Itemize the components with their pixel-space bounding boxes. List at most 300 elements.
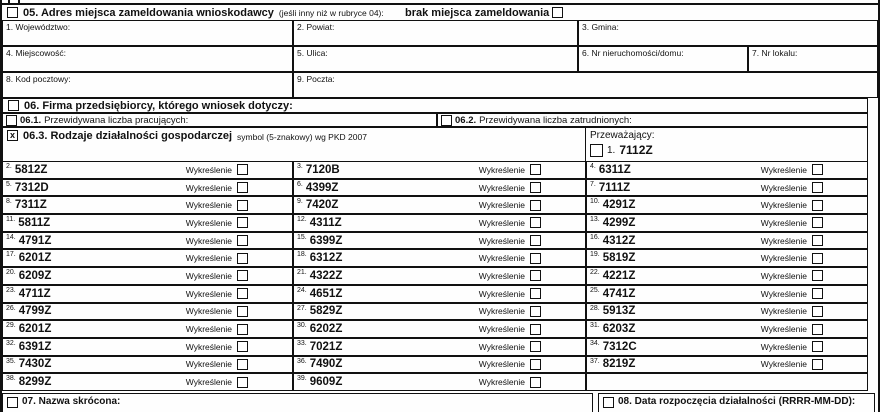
wykreslenie-label: Wykreślenie bbox=[478, 288, 525, 299]
pkd-entry-number: 33. bbox=[297, 339, 307, 347]
wykreslenie-label: Wykreślenie bbox=[478, 377, 525, 388]
pkd-cell bbox=[293, 179, 586, 197]
wykreslenie-checkbox[interactable] bbox=[812, 217, 823, 228]
wykreslenie-checkbox[interactable] bbox=[530, 324, 541, 335]
pkd-cell bbox=[2, 196, 293, 214]
wykreslenie-label: Wykreślenie bbox=[185, 164, 232, 175]
wykreslenie-checkbox[interactable] bbox=[237, 324, 248, 335]
pkd-row bbox=[2, 249, 868, 267]
nr-lokalu-field[interactable] bbox=[748, 46, 878, 72]
section063-row bbox=[2, 127, 868, 161]
pkd-entry-number: 29. bbox=[6, 322, 16, 330]
pkd-cell bbox=[293, 356, 586, 374]
pkd-entry-number: 21. bbox=[297, 269, 307, 277]
wykreslenie-group bbox=[186, 359, 248, 370]
section05-header bbox=[2, 5, 878, 20]
wykreslenie-group bbox=[186, 200, 248, 211]
wykreslenie-group bbox=[761, 270, 823, 281]
pkd-code: 4299Z bbox=[602, 216, 636, 229]
pkd-cell bbox=[2, 249, 293, 267]
pkd-cell bbox=[586, 232, 868, 250]
pkd-code: 5812Z bbox=[14, 163, 48, 176]
section08-title: 08. Data rozpoczęcia działalności (RRRR-MM-DD): bbox=[618, 396, 856, 407]
wykreslenie-group bbox=[186, 306, 248, 317]
section062-checkbox[interactable] bbox=[441, 115, 452, 126]
wykreslenie-checkbox[interactable] bbox=[812, 253, 823, 264]
pkd-code: 6202Z bbox=[309, 323, 343, 336]
wykreslenie-checkbox[interactable] bbox=[237, 200, 248, 211]
pkd-code: 7420Z bbox=[305, 199, 339, 212]
brak-zameldowania-label: brak miejsca zameldowania bbox=[405, 6, 550, 19]
pkd-code: 7490Z bbox=[309, 358, 343, 371]
pkd-entry-number: 34. bbox=[590, 339, 600, 347]
wykreslenie-group bbox=[479, 217, 541, 228]
pkd-cell bbox=[293, 249, 586, 267]
pkd-entry-number: 35. bbox=[6, 357, 16, 365]
pkd-row bbox=[2, 179, 868, 197]
pkd-code: 4799Z bbox=[18, 305, 52, 318]
pkd-entry-number: 23. bbox=[6, 286, 16, 294]
wykreslenie-group bbox=[479, 164, 541, 175]
pkd-cell bbox=[586, 179, 868, 197]
section063-subtitle: symbol (5-znakowy) wg PKD 2007 bbox=[237, 132, 367, 142]
powiat-field[interactable] bbox=[293, 20, 578, 46]
wykreslenie-checkbox[interactable] bbox=[812, 164, 823, 175]
pkd-row bbox=[2, 320, 868, 338]
wykreslenie-checkbox[interactable] bbox=[530, 253, 541, 264]
wykreslenie-checkbox[interactable] bbox=[530, 235, 541, 246]
section063-checkbox[interactable] bbox=[7, 130, 18, 141]
pkd-cell bbox=[586, 214, 868, 232]
section07-title: 07. Nazwa skrócona: bbox=[22, 396, 121, 407]
pkd-cell bbox=[2, 214, 293, 232]
section06-header bbox=[2, 98, 868, 113]
przewazajacy-code: 7112Z bbox=[619, 143, 653, 157]
pkd-row bbox=[2, 161, 868, 179]
section063-checkbox-mark: x bbox=[9, 130, 15, 140]
wykreslenie-group bbox=[186, 377, 248, 388]
section07-cell[interactable] bbox=[2, 393, 593, 412]
pkd-cell bbox=[2, 338, 293, 356]
wykreslenie-checkbox[interactable] bbox=[530, 288, 541, 299]
pkd-code: 6203Z bbox=[602, 323, 636, 336]
wykreslenie-label: Wykreślenie bbox=[760, 324, 807, 335]
wykreslenie-group bbox=[186, 164, 248, 175]
pkd-row bbox=[2, 285, 868, 303]
przewazajacy-cell bbox=[585, 128, 867, 161]
pkd-cell bbox=[586, 356, 868, 374]
pkd-code: 8299Z bbox=[18, 376, 52, 389]
wykreslenie-group bbox=[479, 288, 541, 299]
pkd-cell bbox=[293, 373, 586, 391]
wykreslenie-checkbox[interactable] bbox=[237, 306, 248, 317]
wykreslenie-label: Wykreślenie bbox=[185, 182, 232, 193]
address-row-3 bbox=[2, 72, 878, 98]
wykreslenie-checkbox[interactable] bbox=[237, 182, 248, 193]
pkd-entry-number: 19. bbox=[590, 251, 600, 259]
pkd-code: 6399Z bbox=[309, 234, 343, 247]
pkd-code: 7311Z bbox=[14, 199, 47, 212]
pkd-cell bbox=[293, 196, 586, 214]
section05-checkbox[interactable] bbox=[7, 7, 18, 18]
pkd-entry-number: 16. bbox=[590, 233, 600, 241]
pkd-cell bbox=[586, 196, 868, 214]
wykreslenie-label: Wykreślenie bbox=[478, 235, 525, 246]
pkd-code: 5913Z bbox=[602, 305, 636, 318]
wykreslenie-label: Wykreślenie bbox=[760, 235, 807, 246]
pkd-cell bbox=[2, 179, 293, 197]
pkd-entry-number: 6. bbox=[297, 180, 303, 188]
wykreslenie-group bbox=[186, 324, 248, 335]
wykreslenie-label: Wykreślenie bbox=[760, 359, 807, 370]
pkd-entry-number: 36. bbox=[297, 357, 307, 365]
ulica-label: 5. Ulica: bbox=[297, 48, 328, 58]
pkd-code: 5819Z bbox=[602, 252, 636, 265]
wykreslenie-group bbox=[479, 377, 541, 388]
wykreslenie-checkbox[interactable] bbox=[237, 235, 248, 246]
pkd-cell bbox=[586, 285, 868, 303]
section062-number: 06.2. bbox=[455, 114, 477, 126]
pkd-cell bbox=[2, 320, 293, 338]
pkd-cell bbox=[2, 303, 293, 321]
wykreslenie-label: Wykreślenie bbox=[478, 182, 525, 193]
wykreslenie-group bbox=[186, 270, 248, 281]
wykreslenie-group bbox=[479, 200, 541, 211]
section063-header bbox=[3, 128, 585, 161]
wykreslenie-label: Wykreślenie bbox=[185, 306, 232, 317]
wykreslenie-label: Wykreślenie bbox=[185, 377, 232, 388]
pkd-cell bbox=[293, 303, 586, 321]
pkd-code: 6209Z bbox=[18, 269, 52, 282]
wykreslenie-checkbox[interactable] bbox=[530, 182, 541, 193]
wykreslenie-group bbox=[761, 253, 823, 264]
wykreslenie-label: Wykreślenie bbox=[760, 306, 807, 317]
przewazajacy-label: Przeważający: bbox=[590, 130, 655, 141]
wykreslenie-group bbox=[479, 359, 541, 370]
pkd-entry-number: 26. bbox=[6, 304, 16, 312]
pkd-cell bbox=[586, 320, 868, 338]
wykreslenie-checkbox[interactable] bbox=[812, 306, 823, 317]
wykreslenie-group bbox=[761, 200, 823, 211]
pkd-entry-number: 37. bbox=[590, 357, 600, 365]
pkd-code: 4399Z bbox=[305, 181, 339, 194]
gmina-label: 3. Gmina: bbox=[582, 22, 619, 32]
wykreslenie-label: Wykreślenie bbox=[760, 182, 807, 193]
przewazajacy-checkbox[interactable] bbox=[590, 144, 603, 157]
pkd-cell bbox=[586, 338, 868, 356]
address-row-1 bbox=[2, 20, 878, 46]
pkd-code: 9609Z bbox=[309, 376, 343, 389]
pkd-code: 7021Z bbox=[309, 340, 343, 353]
pkd-cell bbox=[2, 267, 293, 285]
pkd-code: 4322Z bbox=[309, 269, 343, 282]
ulica-field[interactable] bbox=[293, 46, 578, 72]
wykreslenie-label: Wykreślenie bbox=[760, 253, 807, 264]
powiat-label: 2. Powiat: bbox=[297, 22, 335, 32]
wykreslenie-checkbox[interactable] bbox=[237, 253, 248, 264]
section05-title: 05. Adres miejsca zameldowania wnioskodawcy bbox=[23, 6, 274, 19]
pkd-entry-number: 20. bbox=[6, 269, 16, 277]
pkd-entry-number: 27. bbox=[297, 304, 307, 312]
wykreslenie-group bbox=[186, 235, 248, 246]
miejscowosc-label: 4. Miejscowość: bbox=[6, 48, 66, 58]
wykreslenie-label: Wykreślenie bbox=[760, 288, 807, 299]
pkd-entry-number: 8. bbox=[6, 198, 12, 206]
wykreslenie-checkbox[interactable] bbox=[530, 164, 541, 175]
pkd-code: 4791Z bbox=[18, 234, 52, 247]
wykreslenie-label: Wykreślenie bbox=[760, 217, 807, 228]
pkd-entry-number: 7. bbox=[590, 180, 596, 188]
wykreslenie-group bbox=[479, 306, 541, 317]
pkd-cell bbox=[293, 338, 586, 356]
wykreslenie-group bbox=[761, 164, 823, 175]
pkd-row bbox=[2, 338, 868, 356]
nr-domu-label: 6. Nr nieruchomości/domu: bbox=[582, 48, 684, 58]
wykreslenie-label: Wykreślenie bbox=[760, 270, 807, 281]
wykreslenie-checkbox[interactable] bbox=[530, 359, 541, 370]
pkd-cell bbox=[293, 214, 586, 232]
wykreslenie-label: Wykreślenie bbox=[185, 288, 232, 299]
wykreslenie-label: Wykreślenie bbox=[185, 324, 232, 335]
pkd-entry-number: 12. bbox=[297, 216, 307, 224]
brak-zameldowania-group bbox=[405, 5, 563, 20]
pkd-cell bbox=[2, 356, 293, 374]
pkd-entry-number: 18. bbox=[297, 251, 307, 259]
wykreslenie-checkbox[interactable] bbox=[530, 200, 541, 211]
wykreslenie-label: Wykreślenie bbox=[185, 270, 232, 281]
pkd-entry-number: 30. bbox=[297, 322, 307, 330]
nr-lokalu-label: 7. Nr lokalu: bbox=[752, 48, 798, 58]
pkd-cell bbox=[586, 267, 868, 285]
pkd-code: 7312D bbox=[14, 181, 49, 194]
wykreslenie-checkbox[interactable] bbox=[237, 288, 248, 299]
wykreslenie-checkbox[interactable] bbox=[237, 217, 248, 228]
wykreslenie-group bbox=[186, 182, 248, 193]
wykreslenie-checkbox[interactable] bbox=[237, 270, 248, 281]
pkd-entry-number: 28. bbox=[590, 304, 600, 312]
wykreslenie-group bbox=[761, 217, 823, 228]
pkd-entry-number: 39. bbox=[297, 375, 307, 383]
address-row-2 bbox=[2, 46, 878, 72]
pkd-entry-number: 3. bbox=[297, 163, 303, 170]
section061-checkbox[interactable] bbox=[6, 115, 17, 126]
pkd-row bbox=[2, 356, 868, 374]
pkd-entry-number: 32. bbox=[6, 339, 16, 347]
wykreslenie-group bbox=[186, 253, 248, 264]
pkd-entry-number: 38. bbox=[6, 375, 16, 383]
wykreslenie-group bbox=[761, 306, 823, 317]
wykreslenie-label: Wykreślenie bbox=[185, 217, 232, 228]
pkd-entry-number: 22. bbox=[590, 269, 600, 277]
wykreslenie-label: Wykreślenie bbox=[478, 253, 525, 264]
pkd-grid bbox=[2, 161, 868, 391]
pkd-code: 5811Z bbox=[18, 216, 51, 229]
wykreslenie-checkbox[interactable] bbox=[812, 182, 823, 193]
wojewodztwo-field[interactable] bbox=[2, 20, 293, 46]
pkd-entry-number: 11. bbox=[6, 216, 16, 224]
pkd-cell bbox=[2, 161, 293, 179]
section061-label: Przewidywana liczba pracujących: bbox=[44, 114, 189, 126]
wykreslenie-group bbox=[479, 235, 541, 246]
nr-domu-field[interactable] bbox=[578, 46, 748, 72]
wykreslenie-checkbox[interactable] bbox=[812, 235, 823, 246]
section06-counts-row bbox=[2, 113, 868, 127]
pkd-code: 4741Z bbox=[602, 287, 636, 300]
pkd-row bbox=[2, 196, 868, 214]
bottom-row bbox=[2, 393, 878, 412]
gmina-field[interactable] bbox=[578, 20, 878, 46]
section061-cell[interactable] bbox=[2, 113, 437, 127]
pkd-code: 8219Z bbox=[602, 358, 636, 371]
section061-number: 06.1. bbox=[20, 114, 42, 126]
wykreslenie-group bbox=[186, 288, 248, 299]
pkd-entry-number: 14. bbox=[6, 233, 16, 241]
pkd-code: 4651Z bbox=[309, 287, 343, 300]
wykreslenie-checkbox[interactable] bbox=[237, 359, 248, 370]
pkd-code: 6391Z bbox=[18, 340, 52, 353]
pkd-row bbox=[2, 232, 868, 250]
pkd-row bbox=[2, 267, 868, 285]
wykreslenie-group bbox=[479, 270, 541, 281]
wykreslenie-group bbox=[761, 288, 823, 299]
wykreslenie-group bbox=[186, 217, 248, 228]
pkd-entry-number: 2. bbox=[6, 163, 12, 170]
wykreslenie-group bbox=[761, 341, 823, 352]
wykreslenie-group bbox=[479, 182, 541, 193]
wykreslenie-checkbox[interactable] bbox=[812, 288, 823, 299]
pkd-entry-number: 31. bbox=[590, 322, 600, 330]
wojewodztwo-label: 1. Województwo: bbox=[6, 22, 71, 32]
pkd-cell bbox=[586, 249, 868, 267]
wykreslenie-label: Wykreślenie bbox=[185, 235, 232, 246]
pkd-cell bbox=[293, 232, 586, 250]
pkd-code: 5829Z bbox=[309, 305, 343, 318]
pkd-code: 6201Z bbox=[18, 252, 52, 265]
wykreslenie-label: Wykreślenie bbox=[760, 200, 807, 211]
wykreslenie-checkbox[interactable] bbox=[812, 341, 823, 352]
pkd-entry-number: 5. bbox=[6, 180, 12, 188]
section062-cell[interactable] bbox=[437, 113, 868, 127]
wykreslenie-checkbox[interactable] bbox=[530, 341, 541, 352]
kod-pocztowy-label: 8. Kod pocztowy: bbox=[6, 74, 71, 84]
pkd-code: 4221Z bbox=[602, 269, 636, 282]
wykreslenie-label: Wykreślenie bbox=[478, 164, 525, 175]
section063-title: Rodzaje działalności gospodarczej bbox=[50, 130, 233, 142]
pkd-cell bbox=[586, 161, 868, 179]
pkd-cell bbox=[2, 232, 293, 250]
section06-checkbox[interactable] bbox=[8, 100, 19, 111]
wykreslenie-label: Wykreślenie bbox=[478, 341, 525, 352]
section07-checkbox[interactable] bbox=[7, 397, 18, 408]
wykreslenie-label: Wykreślenie bbox=[760, 341, 807, 352]
wykreslenie-label: Wykreślenie bbox=[185, 359, 232, 370]
wykreslenie-checkbox[interactable] bbox=[530, 306, 541, 317]
wykreslenie-label: Wykreślenie bbox=[478, 324, 525, 335]
pkd-code: 6312Z bbox=[309, 252, 343, 265]
pkd-entry-number: 4. bbox=[590, 163, 596, 170]
kod-pocztowy-field[interactable] bbox=[2, 72, 293, 98]
wykreslenie-label: Wykreślenie bbox=[185, 341, 232, 352]
przewazajacy-entry bbox=[590, 143, 867, 157]
section06-title: 06. Firma przedsiębiorcy, którego wniosek dotyczy: bbox=[24, 99, 293, 112]
pkd-code: 7111Z bbox=[598, 181, 631, 194]
pkd-entry-number: 24. bbox=[297, 286, 307, 294]
poczta-label: 9. Poczta: bbox=[297, 74, 335, 84]
wykreslenie-group bbox=[761, 182, 823, 193]
wykreslenie-group bbox=[186, 341, 248, 352]
pkd-cell bbox=[2, 373, 293, 391]
poczta-field[interactable] bbox=[293, 72, 878, 98]
wykreslenie-group bbox=[761, 359, 823, 370]
wykreslenie-group bbox=[479, 324, 541, 335]
pkd-code: 4311Z bbox=[309, 216, 342, 229]
pkd-entry-number: 10. bbox=[590, 198, 600, 206]
miejscowosc-field[interactable] bbox=[2, 46, 293, 72]
pkd-cell bbox=[293, 267, 586, 285]
wykreslenie-checkbox[interactable] bbox=[812, 324, 823, 335]
pkd-cell bbox=[2, 285, 293, 303]
pkd-code: 4291Z bbox=[602, 199, 636, 212]
pkd-code: 4711Z bbox=[18, 287, 51, 300]
przewazajacy-number: 1. bbox=[607, 144, 616, 156]
pkd-row bbox=[2, 373, 868, 391]
wykreslenie-checkbox[interactable] bbox=[530, 270, 541, 281]
wykreslenie-checkbox[interactable] bbox=[237, 377, 248, 388]
wykreslenie-group bbox=[761, 324, 823, 335]
pkd-code: 4312Z bbox=[602, 234, 636, 247]
wykreslenie-checkbox[interactable] bbox=[812, 200, 823, 211]
pkd-cell bbox=[293, 285, 586, 303]
wykreslenie-label: Wykreślenie bbox=[478, 270, 525, 281]
pkd-code: 7312C bbox=[602, 340, 637, 353]
brak-zameldowania-checkbox[interactable] bbox=[552, 7, 563, 18]
pkd-cell bbox=[293, 161, 586, 179]
wykreslenie-label: Wykreślenie bbox=[478, 306, 525, 317]
pkd-code: 6201Z bbox=[18, 323, 52, 336]
section08-checkbox[interactable] bbox=[603, 397, 614, 408]
wykreslenie-checkbox[interactable] bbox=[530, 217, 541, 228]
pkd-cell bbox=[586, 373, 868, 391]
pkd-code: 6311Z bbox=[598, 163, 631, 176]
pkd-code: 7430Z bbox=[18, 358, 52, 371]
wykreslenie-checkbox[interactable] bbox=[237, 164, 248, 175]
pkd-code: 7120B bbox=[305, 163, 340, 176]
pkd-row bbox=[2, 214, 868, 232]
wykreslenie-group bbox=[479, 341, 541, 352]
section062-label: Przewidywana liczba zatrudnionych: bbox=[479, 114, 632, 126]
wykreslenie-checkbox[interactable] bbox=[530, 377, 541, 388]
pkd-entry-number: 25. bbox=[590, 286, 600, 294]
section063-number: 06.3. bbox=[23, 130, 48, 142]
wykreslenie-label: Wykreślenie bbox=[478, 217, 525, 228]
wykreslenie-label: Wykreślenie bbox=[760, 164, 807, 175]
wykreslenie-checkbox[interactable] bbox=[812, 359, 823, 370]
pkd-entry-number: 17. bbox=[6, 251, 16, 259]
section05-subtitle: (jeśli inny niż w rubryce 04): bbox=[278, 7, 384, 18]
wykreslenie-label: Wykreślenie bbox=[478, 359, 525, 370]
wykreslenie-group bbox=[479, 253, 541, 264]
pkd-entry-number: 13. bbox=[590, 216, 600, 224]
pkd-row bbox=[2, 303, 868, 321]
section08-cell[interactable] bbox=[598, 393, 875, 412]
wykreslenie-label: Wykreślenie bbox=[185, 200, 232, 211]
wykreslenie-label: Wykreślenie bbox=[185, 253, 232, 264]
wykreslenie-checkbox[interactable] bbox=[237, 341, 248, 352]
wykreslenie-label: Wykreślenie bbox=[478, 200, 525, 211]
wykreslenie-checkbox[interactable] bbox=[812, 270, 823, 281]
pkd-entry-number: 9. bbox=[297, 198, 303, 206]
wykreslenie-group bbox=[761, 235, 823, 246]
